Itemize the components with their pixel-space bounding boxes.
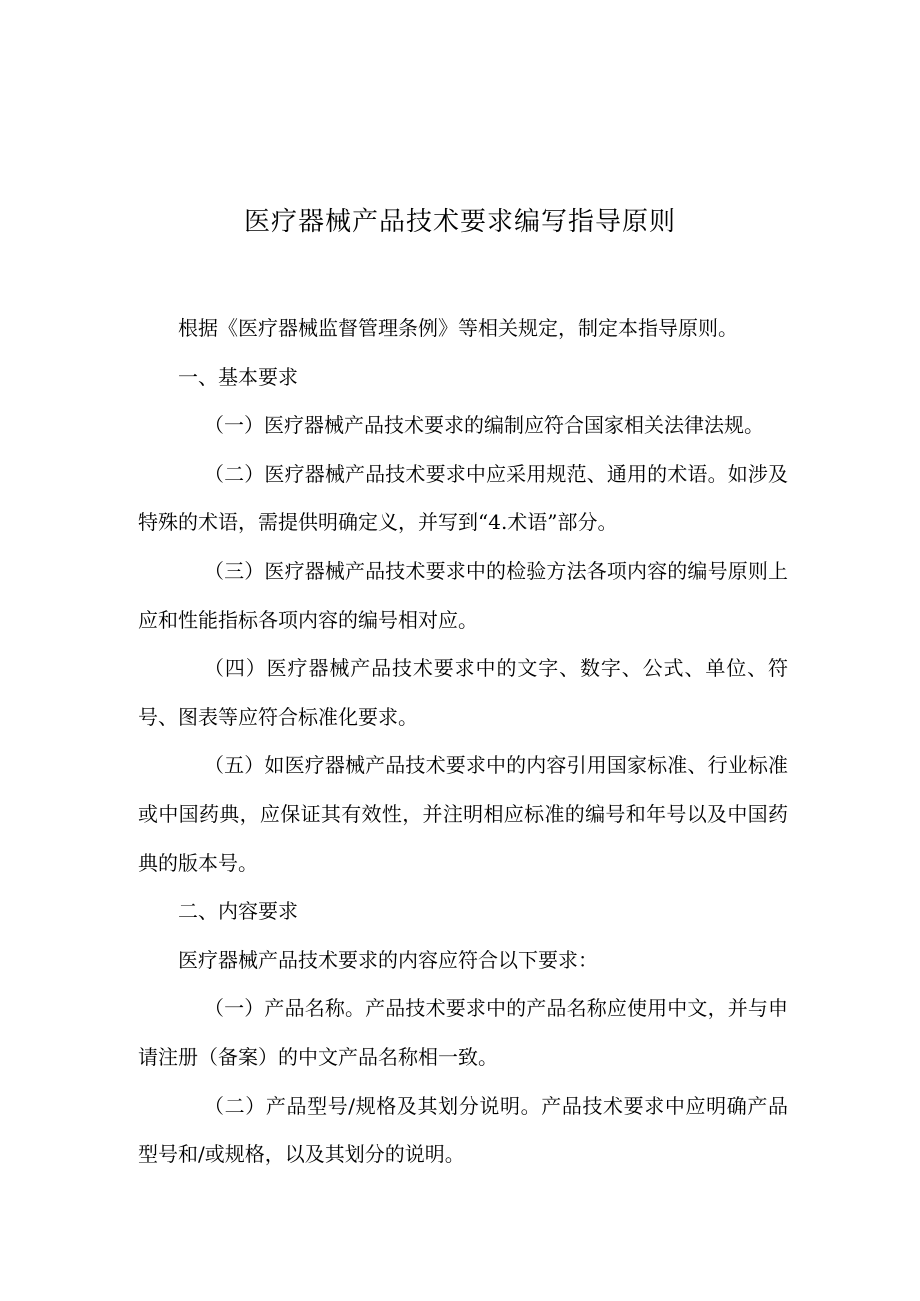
content-requirement-item-2: （二）产品型号/规格及其划分说明。产品技术要求中应明确产品型号和/或规格，以及其划分的说明。: [138, 1093, 788, 1167]
content-requirement-item-1: （一）产品名称。产品技术要求中的产品名称应使用中文，并与申请注册（备案）的中文产品名称相一致。: [138, 996, 788, 1069]
basic-requirement-item-2: （二）医疗器械产品技术要求中应采用规范、通用的术语。如涉及特殊的术语，需提供明确定义，并写到“4.术语”部分。: [138, 461, 788, 535]
document-body: [138, 304, 788, 1179]
section-heading-content-requirements: 二、内容要求: [178, 899, 298, 924]
section-heading-basic-requirements: 一、基本要求: [178, 364, 298, 389]
basic-requirement-item-5: （五）如医疗器械产品技术要求中的内容引用国家标准、行业标准或中国药典，应保证其有效性，并注明相应标准的编号和年号以及中国药典的版本号。: [138, 753, 788, 875]
content-requirements-intro: 医疗器械产品技术要求的内容应符合以下要求：: [178, 947, 598, 972]
intro-paragraph: 根据《医疗器械监督管理条例》等相关规定，制定本指导原则。: [178, 316, 738, 340]
basic-requirement-item-4: （四）医疗器械产品技术要求中的文字、数字、公式、单位、符号、图表等应符合标准化要求。: [138, 656, 788, 729]
document-title: 医疗器械产品技术要求编写指导原则: [243, 207, 676, 237]
basic-requirement-item-1: （一）医疗器械产品技术要求的编制应符合国家相关法律法规。: [204, 413, 764, 438]
basic-requirement-item-3: （三）医疗器械产品技术要求中的检验方法各项内容的编号原则上应和性能指标各项内容的编号相对应。: [138, 558, 788, 632]
